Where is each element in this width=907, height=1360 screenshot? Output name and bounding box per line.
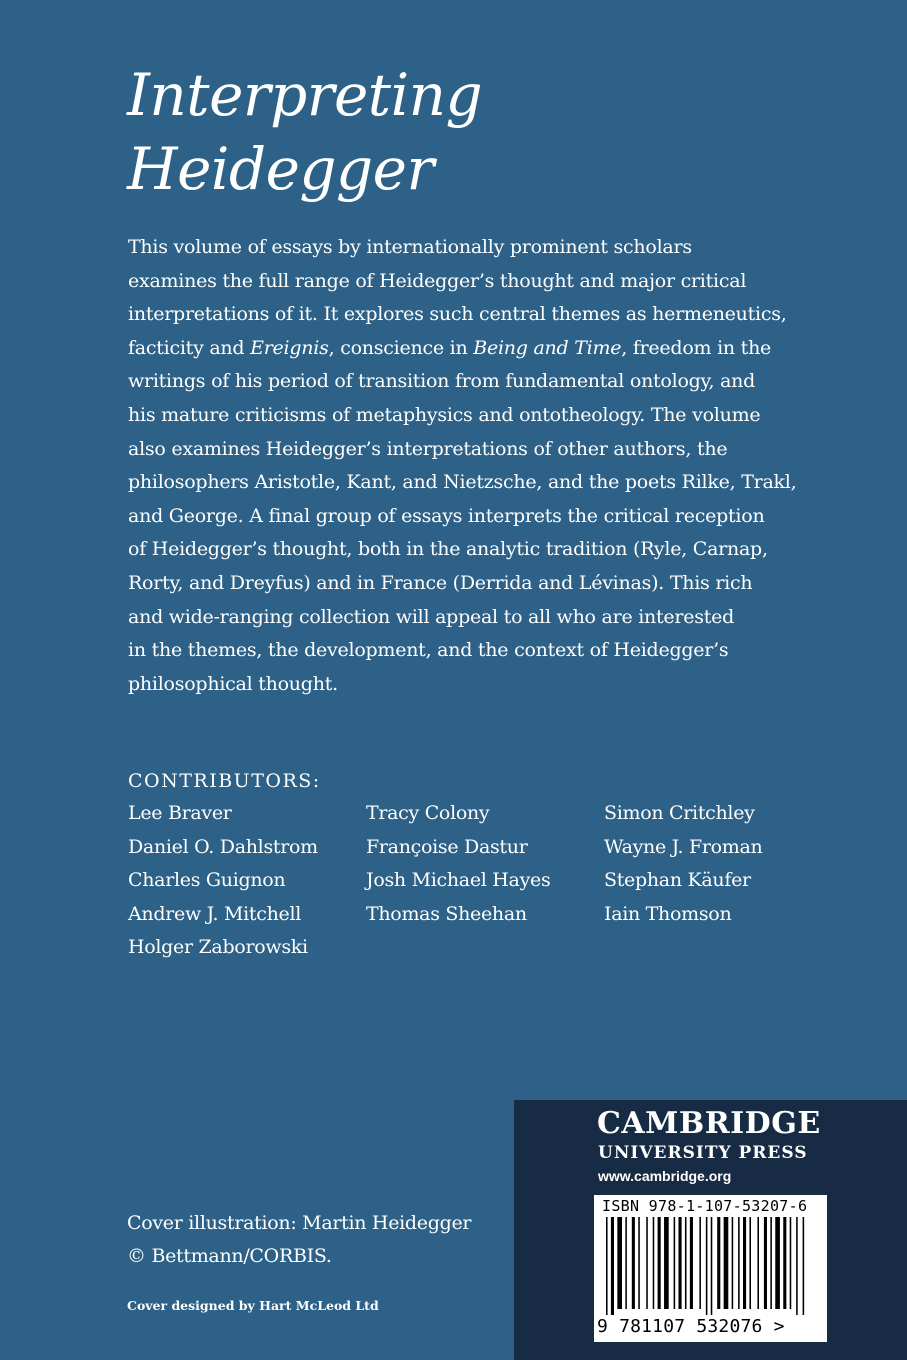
description-line: writings of his period of transition from fundamental ontology, and <box>128 370 756 393</box>
contributor-name: Stephan Käufer <box>604 869 751 892</box>
description-line: This volume of essays by internationally prominent scholars <box>128 236 692 258</box>
cover-designer-credit: Cover designed by Hart McLeod Ltd <box>127 1298 379 1313</box>
barcode-bar <box>679 1217 682 1309</box>
description-line: examines the full range of Heidegger’s thought and major critical <box>128 269 747 292</box>
barcode-digits: 9 781107 532076 > <box>597 1316 785 1337</box>
work-title-being-and-time: Being and Time <box>473 336 622 359</box>
description-line: and wide-ranging collection will appeal to all who are interested <box>128 605 735 628</box>
book-title-line-1: Interpreting <box>127 61 483 129</box>
barcode-bar <box>711 1217 713 1315</box>
barcode-bar <box>658 1217 661 1309</box>
contributor-name: Wayne J. Froman <box>604 835 763 858</box>
barcode-bar <box>674 1217 676 1309</box>
publisher-logo-subtitle: UNIVERSITY PRESS <box>598 1143 808 1163</box>
barcode-bar <box>724 1217 729 1309</box>
description-text: facticity and <box>128 336 251 359</box>
barcode-bar <box>625 1217 627 1309</box>
barcode-bar <box>638 1217 640 1309</box>
barcode-bar <box>743 1217 746 1309</box>
description-text: , freedom in the <box>621 336 772 359</box>
credit-line: © Bettmann/CORBIS. <box>127 1245 332 1267</box>
book-title <box>127 58 482 206</box>
isbn-label: ISBN 978-1-107-53207-6 <box>602 1197 808 1215</box>
contributor-name: Françoise Dastur <box>366 835 528 858</box>
barcode-bar <box>632 1217 635 1309</box>
description-line: philosophers Aristotle, Kant, and Nietzsche, and the poets Rilke, Trakl, <box>128 471 797 494</box>
barcode-bar <box>757 1217 759 1309</box>
description-line: also examines Heidegger’s interpretations of other authors, the <box>128 437 728 460</box>
barcode-bar <box>617 1217 622 1309</box>
barcode-bar <box>699 1217 701 1309</box>
barcode-bar <box>790 1217 792 1309</box>
description-line <box>128 332 808 366</box>
contributor-name: Josh Michael Hayes <box>366 869 551 892</box>
barcode-bar <box>653 1217 655 1309</box>
term-ereignis: Ereignis <box>250 336 329 359</box>
contributor-name: Iain Thomson <box>604 902 732 925</box>
description-line: of Heidegger’s thought, both in the analytic tradition (Ryle, Carnap, <box>128 538 768 561</box>
barcode-bar <box>770 1217 772 1309</box>
description-line: philosophical thought. <box>128 672 338 695</box>
barcode-bar <box>783 1217 786 1309</box>
barcode-bar <box>606 1217 608 1315</box>
barcode-bar <box>706 1217 708 1315</box>
description-line: and George. A final group of essays interprets the critical reception <box>128 504 765 527</box>
contributors-list <box>128 802 842 970</box>
barcode-bar <box>611 1217 614 1315</box>
contributor-name: Simon Critchley <box>604 802 755 824</box>
barcode-bar <box>775 1217 780 1309</box>
publisher-panel <box>514 1100 907 1360</box>
contributors-heading: CONTRIBUTORS: <box>128 770 321 792</box>
barcode-bar <box>646 1217 648 1309</box>
contributor-name: Daniel O. Dahlstrom <box>128 835 318 858</box>
barcode-bar <box>717 1217 720 1309</box>
barcode-bar <box>690 1217 693 1309</box>
barcode-bar <box>803 1217 805 1315</box>
barcode-bar <box>732 1217 734 1309</box>
book-title-line-2: Heidegger <box>127 135 434 203</box>
description-line: interpretations of it. It explores such central themes as hermeneutics, <box>128 303 787 326</box>
description-line: Rorty, and Dreyfus) and in France (Derrida and Lévinas). This rich <box>128 571 753 594</box>
contributor-name: Charles Guignon <box>128 869 286 892</box>
description-line: in the themes, the development, and the context of Heidegger’s <box>128 639 729 662</box>
contributor-name: Thomas Sheehan <box>366 902 527 925</box>
publisher-url: www.cambridge.org <box>598 1168 732 1184</box>
contributor-name: Tracy Colony <box>366 802 490 824</box>
barcode-bar <box>685 1217 687 1309</box>
barcode-bar <box>796 1217 798 1315</box>
contributor-name: Andrew J. Mitchell <box>128 902 302 925</box>
contributor-name: Lee Braver <box>128 802 232 824</box>
description-line: his mature criticisms of metaphysics and ontotheology. The volume <box>128 403 761 426</box>
publisher-logo-name: CAMBRIDGE <box>597 1106 821 1141</box>
barcode-bar <box>749 1217 751 1309</box>
barcode-bar <box>664 1217 669 1309</box>
description-text: , conscience in <box>328 336 474 359</box>
book-description <box>128 231 808 701</box>
isbn-barcode <box>594 1195 827 1342</box>
contributor-name: Holger Zaborowski <box>128 936 308 959</box>
barcode-bar <box>738 1217 740 1309</box>
barcode-bars <box>606 1217 816 1315</box>
cover-illustration-credit <box>127 1207 471 1273</box>
credit-line: Cover illustration: Martin Heidegger <box>127 1212 472 1234</box>
barcode-bar <box>764 1217 767 1309</box>
